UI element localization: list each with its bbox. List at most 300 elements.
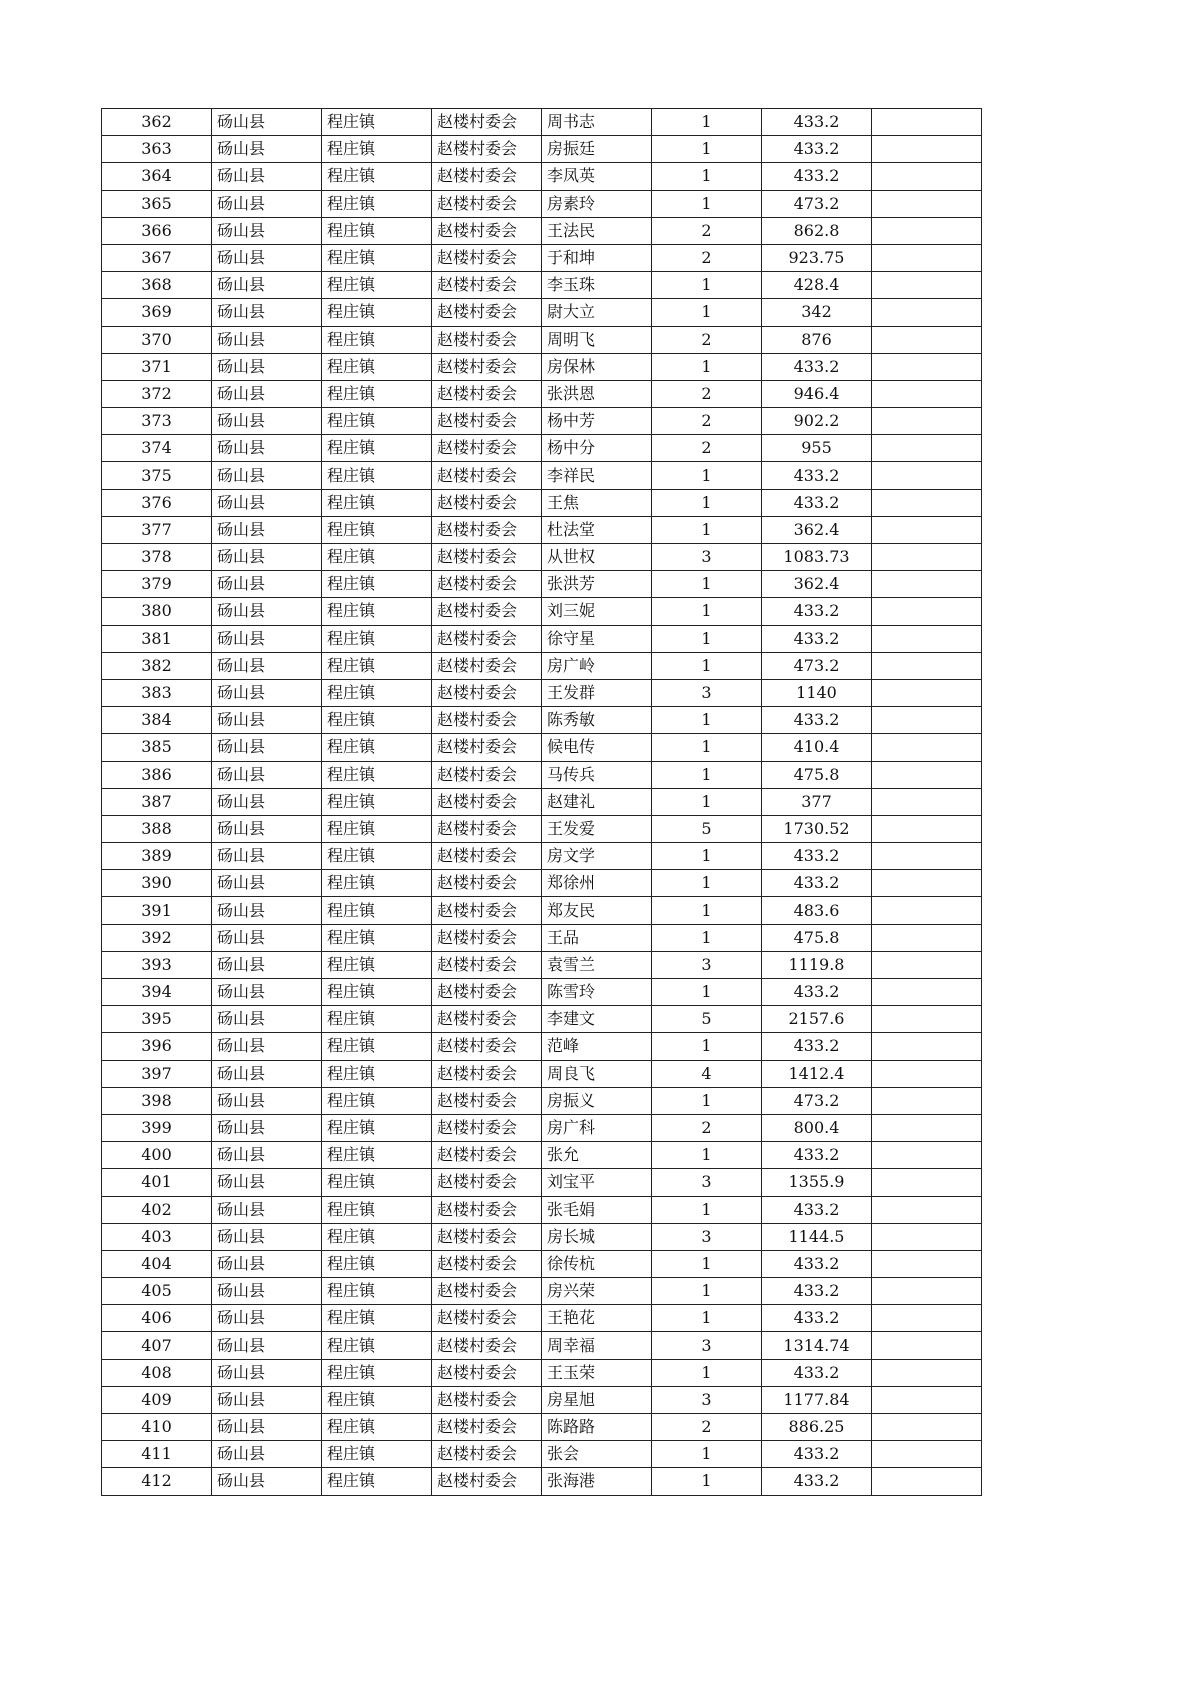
row-number-cell: 388 (102, 815, 212, 842)
county-cell: 砀山县 (212, 544, 322, 571)
table-row (102, 544, 982, 571)
note-cell (872, 1033, 982, 1060)
note-cell (872, 1114, 982, 1141)
count-cell: 1 (652, 1468, 762, 1495)
note-cell (872, 326, 982, 353)
town-cell: 程庄镇 (322, 652, 432, 679)
table-row (102, 1278, 982, 1305)
amount-cell: 433.2 (762, 843, 872, 870)
county-cell: 砀山县 (212, 625, 322, 652)
village-cell: 赵楼村委会 (432, 299, 542, 326)
count-cell: 1 (652, 979, 762, 1006)
note-cell (872, 1250, 982, 1277)
village-cell: 赵楼村委会 (432, 843, 542, 870)
town-cell: 程庄镇 (322, 516, 432, 543)
village-cell: 赵楼村委会 (432, 924, 542, 951)
note-cell (872, 136, 982, 163)
row-number-cell: 367 (102, 244, 212, 271)
county-cell: 砀山县 (212, 190, 322, 217)
row-number-cell: 396 (102, 1033, 212, 1060)
count-cell: 1 (652, 1087, 762, 1114)
county-cell: 砀山县 (212, 1441, 322, 1468)
name-cell: 袁雪兰 (542, 951, 652, 978)
count-cell: 1 (652, 462, 762, 489)
village-cell: 赵楼村委会 (432, 951, 542, 978)
count-cell: 2 (652, 408, 762, 435)
name-cell: 李建文 (542, 1006, 652, 1033)
row-number-cell: 403 (102, 1223, 212, 1250)
amount-cell: 876 (762, 326, 872, 353)
table-row (102, 462, 982, 489)
count-cell: 1 (652, 109, 762, 136)
amount-cell: 433.2 (762, 1278, 872, 1305)
note-cell (872, 979, 982, 1006)
table-row (102, 272, 982, 299)
amount-cell: 923.75 (762, 244, 872, 271)
row-number-cell: 389 (102, 843, 212, 870)
row-number-cell: 372 (102, 380, 212, 407)
table-row (102, 1414, 982, 1441)
name-cell: 李玉珠 (542, 272, 652, 299)
table-row (102, 163, 982, 190)
table-row (102, 190, 982, 217)
county-cell: 砀山县 (212, 679, 322, 706)
village-cell: 赵楼村委会 (432, 679, 542, 706)
amount-cell: 902.2 (762, 408, 872, 435)
amount-cell: 1083.73 (762, 544, 872, 571)
town-cell: 程庄镇 (322, 1060, 432, 1087)
amount-cell: 410.4 (762, 734, 872, 761)
count-cell: 1 (652, 870, 762, 897)
village-cell: 赵楼村委会 (432, 1250, 542, 1277)
note-cell (872, 244, 982, 271)
village-cell: 赵楼村委会 (432, 979, 542, 1006)
name-cell: 房文学 (542, 843, 652, 870)
town-cell: 程庄镇 (322, 870, 432, 897)
village-cell: 赵楼村委会 (432, 788, 542, 815)
note-cell (872, 353, 982, 380)
amount-cell: 433.2 (762, 1196, 872, 1223)
note-cell (872, 1468, 982, 1495)
table-row (102, 1060, 982, 1087)
county-cell: 砀山县 (212, 951, 322, 978)
county-cell: 砀山县 (212, 979, 322, 1006)
row-number-cell: 409 (102, 1386, 212, 1413)
count-cell: 1 (652, 136, 762, 163)
amount-cell: 433.2 (762, 136, 872, 163)
amount-cell: 955 (762, 435, 872, 462)
amount-cell: 433.2 (762, 598, 872, 625)
count-cell: 1 (652, 707, 762, 734)
count-cell: 1 (652, 1196, 762, 1223)
village-cell: 赵楼村委会 (432, 652, 542, 679)
row-number-cell: 370 (102, 326, 212, 353)
row-number-cell: 412 (102, 1468, 212, 1495)
count-cell: 3 (652, 1223, 762, 1250)
table-row (102, 1468, 982, 1495)
table-row (102, 1114, 982, 1141)
table-row (102, 1033, 982, 1060)
amount-cell: 475.8 (762, 761, 872, 788)
town-cell: 程庄镇 (322, 598, 432, 625)
amount-cell: 433.2 (762, 1305, 872, 1332)
count-cell: 1 (652, 489, 762, 516)
note-cell (872, 843, 982, 870)
note-cell (872, 1441, 982, 1468)
county-cell: 砀山县 (212, 1468, 322, 1495)
table-row (102, 870, 982, 897)
name-cell: 房振义 (542, 1087, 652, 1114)
amount-cell: 1412.4 (762, 1060, 872, 1087)
table-row (102, 1250, 982, 1277)
county-cell: 砀山县 (212, 326, 322, 353)
village-cell: 赵楼村委会 (432, 1196, 542, 1223)
amount-cell: 377 (762, 788, 872, 815)
count-cell: 1 (652, 516, 762, 543)
village-cell: 赵楼村委会 (432, 1278, 542, 1305)
note-cell (872, 897, 982, 924)
town-cell: 程庄镇 (322, 544, 432, 571)
county-cell: 砀山县 (212, 489, 322, 516)
village-cell: 赵楼村委会 (432, 272, 542, 299)
town-cell: 程庄镇 (322, 1196, 432, 1223)
county-cell: 砀山县 (212, 163, 322, 190)
name-cell: 陈雪玲 (542, 979, 652, 1006)
data-table (101, 108, 982, 1496)
town-cell: 程庄镇 (322, 734, 432, 761)
row-number-cell: 377 (102, 516, 212, 543)
note-cell (872, 299, 982, 326)
town-cell: 程庄镇 (322, 408, 432, 435)
row-number-cell: 364 (102, 163, 212, 190)
amount-cell: 433.2 (762, 353, 872, 380)
county-cell: 砀山县 (212, 924, 322, 951)
row-number-cell: 401 (102, 1169, 212, 1196)
row-number-cell: 406 (102, 1305, 212, 1332)
town-cell: 程庄镇 (322, 897, 432, 924)
table-row (102, 1169, 982, 1196)
table-row (102, 408, 982, 435)
amount-cell: 1355.9 (762, 1169, 872, 1196)
row-number-cell: 381 (102, 625, 212, 652)
table-row (102, 1196, 982, 1223)
county-cell: 砀山县 (212, 1305, 322, 1332)
village-cell: 赵楼村委会 (432, 1305, 542, 1332)
county-cell: 砀山县 (212, 897, 322, 924)
town-cell: 程庄镇 (322, 1359, 432, 1386)
village-cell: 赵楼村委会 (432, 1359, 542, 1386)
village-cell: 赵楼村委会 (432, 815, 542, 842)
name-cell: 杜法堂 (542, 516, 652, 543)
count-cell: 2 (652, 380, 762, 407)
name-cell: 周明飞 (542, 326, 652, 353)
table-row (102, 489, 982, 516)
amount-cell: 433.2 (762, 1441, 872, 1468)
county-cell: 砀山县 (212, 1414, 322, 1441)
name-cell: 王艳花 (542, 1305, 652, 1332)
note-cell (872, 435, 982, 462)
amount-cell: 433.2 (762, 1033, 872, 1060)
town-cell: 程庄镇 (322, 244, 432, 271)
amount-cell: 1140 (762, 679, 872, 706)
name-cell: 张允 (542, 1142, 652, 1169)
table-row (102, 380, 982, 407)
name-cell: 马传兵 (542, 761, 652, 788)
note-cell (872, 788, 982, 815)
note-cell (872, 380, 982, 407)
county-cell: 砀山县 (212, 1196, 322, 1223)
note-cell (872, 1087, 982, 1114)
village-cell: 赵楼村委会 (432, 1006, 542, 1033)
town-cell: 程庄镇 (322, 951, 432, 978)
county-cell: 砀山县 (212, 1332, 322, 1359)
amount-cell: 1119.8 (762, 951, 872, 978)
amount-cell: 433.2 (762, 1250, 872, 1277)
name-cell: 王发群 (542, 679, 652, 706)
name-cell: 房保林 (542, 353, 652, 380)
amount-cell: 433.2 (762, 163, 872, 190)
name-cell: 陈秀敏 (542, 707, 652, 734)
county-cell: 砀山县 (212, 571, 322, 598)
count-cell: 2 (652, 217, 762, 244)
note-cell (872, 1386, 982, 1413)
village-cell: 赵楼村委会 (432, 109, 542, 136)
count-cell: 1 (652, 734, 762, 761)
county-cell: 砀山县 (212, 1142, 322, 1169)
note-cell (872, 1278, 982, 1305)
name-cell: 张会 (542, 1441, 652, 1468)
count-cell: 1 (652, 1250, 762, 1277)
note-cell (872, 217, 982, 244)
row-number-cell: 408 (102, 1359, 212, 1386)
town-cell: 程庄镇 (322, 380, 432, 407)
county-cell: 砀山县 (212, 109, 322, 136)
county-cell: 砀山县 (212, 380, 322, 407)
count-cell: 1 (652, 924, 762, 951)
village-cell: 赵楼村委会 (432, 1033, 542, 1060)
table-row (102, 924, 982, 951)
count-cell: 2 (652, 1114, 762, 1141)
row-number-cell: 394 (102, 979, 212, 1006)
town-cell: 程庄镇 (322, 1087, 432, 1114)
amount-cell: 362.4 (762, 516, 872, 543)
table-row (102, 679, 982, 706)
county-cell: 砀山县 (212, 516, 322, 543)
row-number-cell: 404 (102, 1250, 212, 1277)
name-cell: 房兴荣 (542, 1278, 652, 1305)
name-cell: 房广岭 (542, 652, 652, 679)
count-cell: 3 (652, 1169, 762, 1196)
name-cell: 张毛娟 (542, 1196, 652, 1223)
county-cell: 砀山县 (212, 353, 322, 380)
town-cell: 程庄镇 (322, 1114, 432, 1141)
row-number-cell: 363 (102, 136, 212, 163)
row-number-cell: 378 (102, 544, 212, 571)
name-cell: 于和坤 (542, 244, 652, 271)
row-number-cell: 380 (102, 598, 212, 625)
row-number-cell: 376 (102, 489, 212, 516)
note-cell (872, 761, 982, 788)
row-number-cell: 398 (102, 1087, 212, 1114)
row-number-cell: 375 (102, 462, 212, 489)
name-cell: 房广科 (542, 1114, 652, 1141)
county-cell: 砀山县 (212, 1060, 322, 1087)
village-cell: 赵楼村委会 (432, 1114, 542, 1141)
note-cell (872, 815, 982, 842)
name-cell: 徐传杭 (542, 1250, 652, 1277)
note-cell (872, 707, 982, 734)
table-row (102, 1006, 982, 1033)
village-cell: 赵楼村委会 (432, 353, 542, 380)
county-cell: 砀山县 (212, 788, 322, 815)
note-cell (872, 190, 982, 217)
table-row (102, 707, 982, 734)
town-cell: 程庄镇 (322, 109, 432, 136)
amount-cell: 433.2 (762, 489, 872, 516)
row-number-cell: 386 (102, 761, 212, 788)
county-cell: 砀山县 (212, 1033, 322, 1060)
table-row (102, 1087, 982, 1114)
table-row (102, 136, 982, 163)
table-row (102, 897, 982, 924)
village-cell: 赵楼村委会 (432, 707, 542, 734)
name-cell: 周幸福 (542, 1332, 652, 1359)
county-cell: 砀山县 (212, 244, 322, 271)
name-cell: 李凤英 (542, 163, 652, 190)
table-row (102, 734, 982, 761)
village-cell: 赵楼村委会 (432, 1142, 542, 1169)
name-cell: 郑徐州 (542, 870, 652, 897)
town-cell: 程庄镇 (322, 326, 432, 353)
amount-cell: 2157.6 (762, 1006, 872, 1033)
village-cell: 赵楼村委会 (432, 1087, 542, 1114)
county-cell: 砀山县 (212, 1386, 322, 1413)
name-cell: 候电传 (542, 734, 652, 761)
table-row (102, 598, 982, 625)
town-cell: 程庄镇 (322, 163, 432, 190)
count-cell: 1 (652, 190, 762, 217)
count-cell: 1 (652, 1278, 762, 1305)
town-cell: 程庄镇 (322, 1033, 432, 1060)
village-cell: 赵楼村委会 (432, 897, 542, 924)
county-cell: 砀山县 (212, 815, 322, 842)
note-cell (872, 1142, 982, 1169)
count-cell: 1 (652, 299, 762, 326)
count-cell: 1 (652, 843, 762, 870)
amount-cell: 1177.84 (762, 1386, 872, 1413)
note-cell (872, 489, 982, 516)
town-cell: 程庄镇 (322, 1169, 432, 1196)
table-row (102, 1305, 982, 1332)
table-row (102, 979, 982, 1006)
row-number-cell: 405 (102, 1278, 212, 1305)
table-row (102, 299, 982, 326)
name-cell: 王品 (542, 924, 652, 951)
name-cell: 李祥民 (542, 462, 652, 489)
table-body (102, 109, 982, 1496)
count-cell: 2 (652, 1414, 762, 1441)
name-cell: 王焦 (542, 489, 652, 516)
village-cell: 赵楼村委会 (432, 326, 542, 353)
row-number-cell: 373 (102, 408, 212, 435)
count-cell: 1 (652, 598, 762, 625)
name-cell: 房振廷 (542, 136, 652, 163)
note-cell (872, 544, 982, 571)
name-cell: 张海港 (542, 1468, 652, 1495)
table-row (102, 435, 982, 462)
county-cell: 砀山县 (212, 435, 322, 462)
town-cell: 程庄镇 (322, 843, 432, 870)
name-cell: 周书志 (542, 109, 652, 136)
village-cell: 赵楼村委会 (432, 1223, 542, 1250)
village-cell: 赵楼村委会 (432, 1169, 542, 1196)
name-cell: 王玉荣 (542, 1359, 652, 1386)
name-cell: 尉大立 (542, 299, 652, 326)
table-row (102, 217, 982, 244)
amount-cell: 433.2 (762, 870, 872, 897)
table-row (102, 1359, 982, 1386)
county-cell: 砀山县 (212, 1250, 322, 1277)
name-cell: 房星旭 (542, 1386, 652, 1413)
row-number-cell: 384 (102, 707, 212, 734)
town-cell: 程庄镇 (322, 979, 432, 1006)
note-cell (872, 652, 982, 679)
count-cell: 4 (652, 1060, 762, 1087)
count-cell: 3 (652, 1386, 762, 1413)
name-cell: 房长城 (542, 1223, 652, 1250)
county-cell: 砀山县 (212, 843, 322, 870)
county-cell: 砀山县 (212, 299, 322, 326)
county-cell: 砀山县 (212, 136, 322, 163)
table-row (102, 353, 982, 380)
name-cell: 王法民 (542, 217, 652, 244)
county-cell: 砀山县 (212, 462, 322, 489)
amount-cell: 433.2 (762, 707, 872, 734)
count-cell: 1 (652, 353, 762, 380)
village-cell: 赵楼村委会 (432, 734, 542, 761)
row-number-cell: 371 (102, 353, 212, 380)
row-number-cell: 411 (102, 1441, 212, 1468)
note-cell (872, 924, 982, 951)
village-cell: 赵楼村委会 (432, 408, 542, 435)
town-cell: 程庄镇 (322, 190, 432, 217)
row-number-cell: 400 (102, 1142, 212, 1169)
table-row (102, 843, 982, 870)
village-cell: 赵楼村委会 (432, 163, 542, 190)
county-cell: 砀山县 (212, 598, 322, 625)
table-row (102, 1332, 982, 1359)
row-number-cell: 365 (102, 190, 212, 217)
name-cell: 房素玲 (542, 190, 652, 217)
note-cell (872, 109, 982, 136)
town-cell: 程庄镇 (322, 1468, 432, 1495)
county-cell: 砀山县 (212, 408, 322, 435)
county-cell: 砀山县 (212, 1223, 322, 1250)
table-row (102, 571, 982, 598)
count-cell: 3 (652, 951, 762, 978)
note-cell (872, 1305, 982, 1332)
county-cell: 砀山县 (212, 272, 322, 299)
count-cell: 1 (652, 1305, 762, 1332)
table-row (102, 1223, 982, 1250)
note-cell (872, 462, 982, 489)
amount-cell: 433.2 (762, 1142, 872, 1169)
count-cell: 1 (652, 1441, 762, 1468)
county-cell: 砀山县 (212, 1114, 322, 1141)
village-cell: 赵楼村委会 (432, 870, 542, 897)
count-cell: 1 (652, 625, 762, 652)
table-row (102, 815, 982, 842)
